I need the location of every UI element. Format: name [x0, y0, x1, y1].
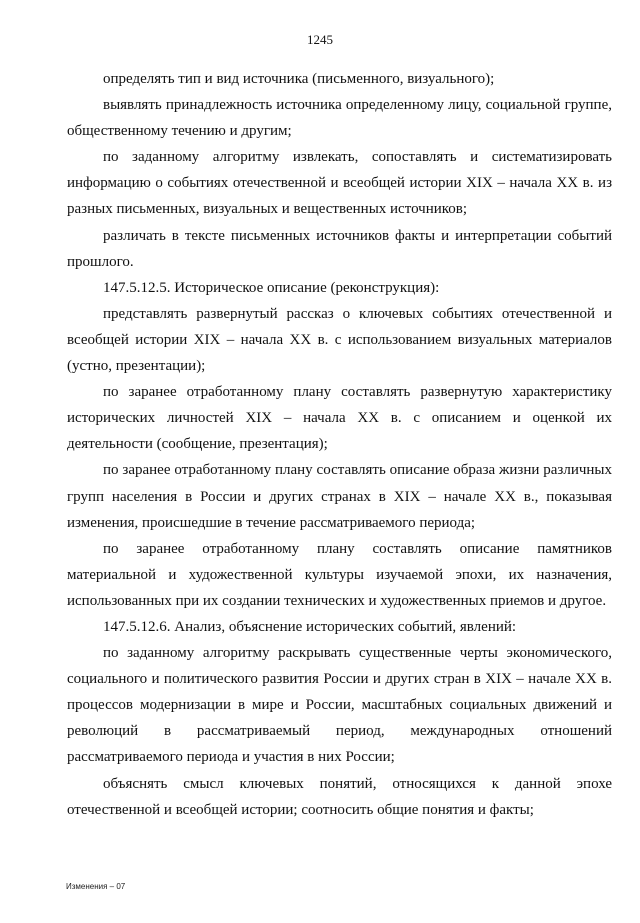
paragraph: объяснять смысл ключевых понятий, относящихся к данной эпохе отечественной и всеобщей истории; соотносить общие понятия и факты; [67, 775, 612, 818]
section-heading: 147.5.12.5. Историческое описание (реконструкция): [103, 279, 440, 296]
paragraph: представлять развернутый рассказ о ключевых событиях отечественной и всеобщей истории XIX – начала XX в. с использованием визуальных материалов (устно, презентации); [67, 305, 612, 375]
paragraph: по заранее отработанному плану составлять описание образа жизни различных групп населения в России и других странах в XIX – начале XX в., показывая изменения, происшедшие в течение рассматриваемого периода; [67, 462, 612, 531]
footer-note: Изменения – 07 [66, 882, 126, 891]
paragraph: по заранее отработанному плану составлять описание памятников материальной и художественной культуры изучаемой эпохи, их назначения, использованных при их создании технических и художественных приемов и другое. [67, 540, 612, 609]
paragraph: по заранее отработанному плану составлять развернутую характеристику исторических личностей XIX – начала XX в. с описанием и оценкой их деятельности (сообщение, презентация); [67, 384, 612, 453]
paragraph: определять тип и вид источника (письменного, визуального); [103, 71, 495, 87]
section-heading: 147.5.12.6. Анализ, объяснение исторических событий, явлений: [103, 618, 517, 635]
paragraph: по заданному алгоритму извлекать, сопоставлять и систематизировать информацию о событиях отечественной и всеобщей истории XIX – начала XX в. из разных письменных, визуальных и вещественных источников; [67, 149, 612, 218]
paragraph: различать в тексте письменных источников факты и интерпретации событий прошлого. [67, 227, 612, 270]
paragraph: по заданному алгоритму раскрывать существенные черты экономического, социального и политического развития России и других стран в XIX – начале XX в. процессов модернизации в мире и России, масштабных социальных движений и революций в рассматриваемый период, международных отношений рассматриваемого периода и участия в них России; [67, 645, 612, 766]
paragraph: выявлять принадлежность источника определенному лицу, социальной группе, общественному течению и другим; [67, 97, 612, 140]
page-number: 1245 [307, 32, 333, 47]
document-body [67, 66, 612, 823]
